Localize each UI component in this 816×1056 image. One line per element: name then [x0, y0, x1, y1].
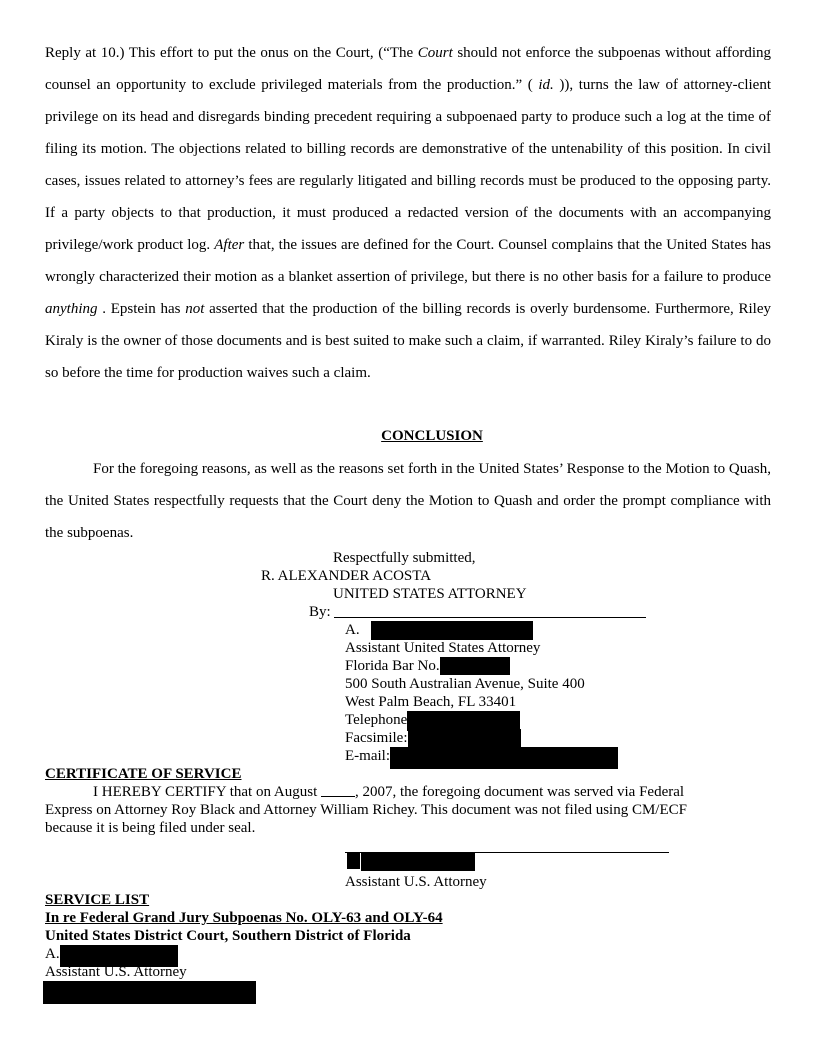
email-label: E-mail:: [345, 748, 390, 764]
attorney-name: R. ALEXANDER ACOSTA: [261, 568, 432, 584]
certificate-signer-title: Assistant U.S. Attorney: [345, 874, 487, 890]
signer-title: Assistant United States Attorney: [345, 640, 541, 656]
certificate-line-1: [93, 783, 684, 801]
service-list-court: United States District Court, Southern District of Florida: [45, 928, 411, 944]
redaction: [43, 981, 256, 1004]
signature-line: [334, 603, 646, 618]
date-blank: [321, 783, 355, 797]
text-run: Reply at 10.) This effort to put the onus on the Court, (“The: [45, 45, 418, 61]
italic-court: Court: [417, 45, 453, 61]
telephone-label: Telephone: [345, 712, 408, 728]
redaction: [408, 729, 521, 749]
redaction: [407, 711, 520, 731]
address-line-1: 500 South Australian Avenue, Suite 400: [345, 676, 585, 692]
conclusion-paragraph: For the foregoing reasons, as well as the reasons set forth in the United States’ Response to the Motion to Quash, the United States respectfully requests that the Court deny the Motion to Quash and order the prompt compliance with the subpoenas.: [45, 461, 771, 541]
redaction: [361, 853, 475, 871]
facsimile-row: [345, 729, 521, 749]
certificate-heading: CERTIFICATE OF SERVICE: [45, 766, 242, 782]
text-run: asserted that the production of the billing records is overly burdensome. Furthermore, Riley Kiraly is the owner of those documents and is best suited to make such a claim, if warranted. Riley Kiraly’s failure to do so before the time for production waives such a claim.: [45, 301, 771, 381]
conclusion-heading: CONCLUSION: [381, 428, 483, 444]
facsimile-label: Facsimile:: [345, 730, 408, 746]
signer-initial: A.: [345, 622, 360, 638]
bar-number-row: [345, 657, 510, 675]
italic-id: id.: [538, 77, 554, 93]
redaction: [347, 853, 360, 869]
email-row: [345, 747, 618, 769]
service-list-case: In re Federal Grand Jury Subpoenas No. OLY-63 and OLY-64: [45, 910, 443, 926]
certificate-line-3: because it is being filed under seal.: [45, 820, 256, 836]
service-list-title: Assistant U.S. Attorney: [45, 964, 187, 980]
service-list-heading: SERVICE LIST: [45, 892, 150, 908]
signature-line-row: [309, 603, 646, 621]
attorney-title: UNITED STATES ATTORNEY: [333, 586, 527, 602]
redaction: [371, 621, 533, 640]
bar-number-label: Florida Bar No.: [345, 658, 440, 674]
redaction: [390, 747, 618, 769]
argument-paragraph: [45, 37, 771, 389]
address-line-2: West Palm Beach, FL 33401: [345, 694, 517, 710]
text-run: , 2007, the foregoing document was served via Federal: [355, 784, 685, 800]
text-run: that, the issues are defined for the Court. Counsel complains that the United States has wrongly characterized their motion as a blanket assertion of privilege, but there is no other basis for a failure to produce: [45, 237, 772, 285]
text-run: . Epstein has: [97, 301, 186, 317]
service-list-initial: A.: [45, 946, 60, 962]
certificate-line-2: Express on Attorney Roy Black and Attorney William Richey. This document was not filed using CM/ECF: [45, 802, 687, 818]
text-run: )), turns the law of attorney-client privilege on its head and disregards binding precedent requiring a subpoenaed party to produce such a log at the time of filing its motion. The objections related to billing records are demonstrative of the untenability of this position. In civil cases, issues related to attorney’s fees are regularly litigated and billing records must be produced to the opposing party. If a party objects to that production, it must produced a redacted version of the documents with an accompanying privilege/work product log.: [45, 77, 771, 253]
italic-anything: anything: [45, 301, 98, 317]
italic-not: not: [185, 301, 205, 317]
signer-name-row: [345, 621, 533, 640]
italic-after: After: [214, 237, 245, 253]
text-run: I HEREBY CERTIFY that on August: [93, 784, 321, 800]
telephone-row: [345, 711, 520, 731]
text-run: should not enforce the subpoenas without affording counsel an opportunity to exclude privileged materials from the production.” (: [45, 45, 771, 93]
closing: Respectfully submitted,: [333, 550, 476, 566]
by-label: By:: [309, 604, 331, 620]
redaction: [440, 657, 510, 675]
